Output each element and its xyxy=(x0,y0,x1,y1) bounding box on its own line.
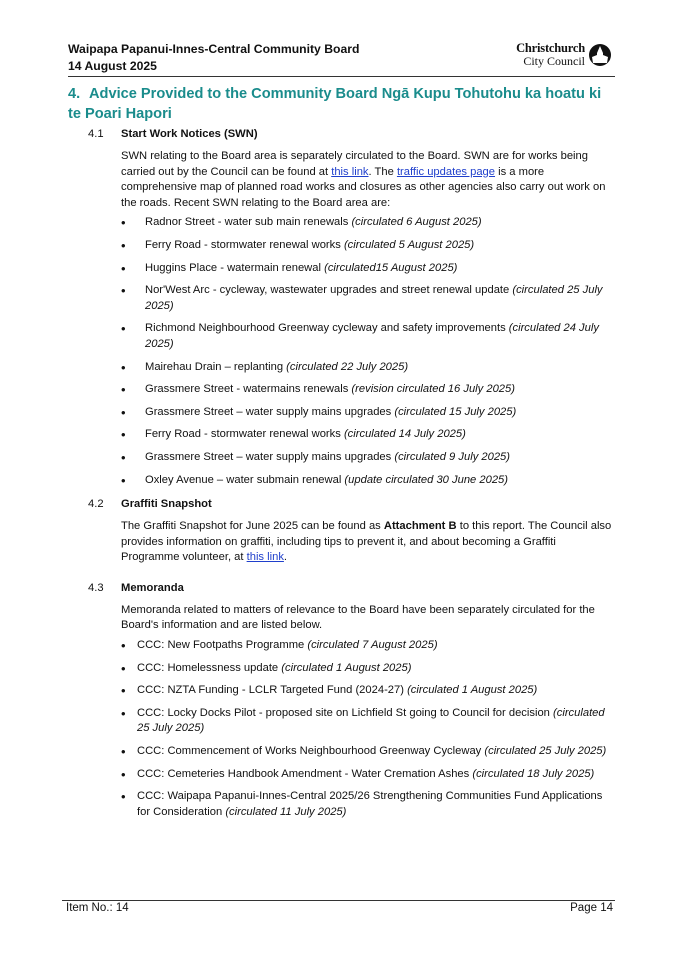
list-item: • Ferry Road - stormwater renewal works (circulated 14 July 2025) xyxy=(121,427,612,443)
list-item: • CCC: Commencement of Works Neighbourhood Greenway Cycleway (circulated 25 July 2025) xyxy=(121,744,612,760)
section-title: Advice Provided to the Community Board Ngā Kupu Tohutohu ka hoatu ki te Poari Hapori xyxy=(68,86,602,122)
subsection-heading-swn xyxy=(88,127,612,142)
subsection-heading-graffiti xyxy=(88,497,612,512)
list-item: • Mairehau Drain – replanting (circulated 22 July 2025) xyxy=(121,360,612,376)
item-number: Item No.: 14 xyxy=(66,902,129,914)
subsection-title: Graffiti Snapshot xyxy=(121,498,212,511)
list-item: • CCC: Waipapa Papanui-Innes-Central 2025/26 Strengthening Communities Fund Applications for Consideration (circulated 11 July 2025) xyxy=(121,789,612,820)
list-item: • Oxley Avenue – water submain renewal (update circulated 30 June 2025) xyxy=(121,473,612,489)
meeting-date: 14 August 2025 xyxy=(68,59,157,73)
board-name: Waipapa Papanui-Innes-Central Community Board xyxy=(68,42,360,56)
swn-paragraph: SWN relating to the Board area is separately circulated to the Board. SWN are for works being carried out by the Council can be found at this link. The traffic updates page is a more comprehensive map of planned road works and closures as other agencies also carry out work on the roads. Recent SWN relating to the Board area are: xyxy=(121,150,606,209)
subsection-title: Start Work Notices (SWN) xyxy=(121,128,258,140)
page-footer xyxy=(66,902,613,914)
list-item: • Grassmere Street – water supply mains upgrades (circulated 15 July 2025) xyxy=(121,405,612,421)
list-item: • Grassmere Street – water supply mains upgrades (circulated 9 July 2025) xyxy=(121,450,612,466)
footer-divider xyxy=(62,900,615,901)
section-heading xyxy=(68,84,613,124)
graffiti-this-link[interactable]: this link xyxy=(246,551,284,564)
memoranda-intro: Memoranda related to matters of relevance to the Board have been separately circulated for the Board's information and are listed below. xyxy=(121,603,595,632)
list-item: • Huggins Place - watermain renewal (circulated15 August 2025) xyxy=(121,261,612,277)
list-item: • CCC: Cemeteries Handbook Amendment - Water Cremation Ashes (circulated 18 July 2025) xyxy=(121,767,612,783)
council-logo xyxy=(516,42,612,68)
subsection-number: 4.1 xyxy=(88,128,104,140)
swn-list xyxy=(121,215,612,488)
subsection-title: Memoranda xyxy=(121,581,184,594)
logo-line-2: City Council xyxy=(523,54,585,68)
list-item: • Ferry Road - stormwater renewal works (circulated 5 August 2025) xyxy=(121,238,612,254)
list-item: • CCC: Homelessness update (circulated 1 August 2025) xyxy=(121,661,612,677)
list-item: • CCC: Locky Docks Pilot - proposed site on Lichfield St going to Council for decision (circulated 25 July 2025) xyxy=(121,706,612,737)
traffic-updates-link[interactable]: traffic updates page xyxy=(396,165,496,178)
list-item: • CCC: NZTA Funding - LCLR Targeted Fund (2024-27) (circulated 1 August 2025) xyxy=(121,683,612,699)
cathedral-logo-icon xyxy=(588,43,612,67)
list-item: • CCC: New Footpaths Programme (circulated 7 August 2025) xyxy=(121,638,612,654)
graffiti-paragraph: The Graffiti Snapshot for June 2025 can be found as Attachment B to this report. The Council also provides information on graffiti, including tips to prevent it, and about becoming a Graffiti Programme volunteer, at this link. xyxy=(121,520,612,564)
list-item: • Nor'West Arc - cycleway, wastewater upgrades and street renewal update (circulated 25 July 2025) xyxy=(121,283,612,314)
memoranda-list xyxy=(121,638,612,820)
document-body xyxy=(88,127,612,820)
logo-line-1: Christchurch xyxy=(516,41,585,55)
subsection-number: 4.2 xyxy=(88,498,104,511)
list-item: • Radnor Street - water sub main renewals (circulated 6 August 2025) xyxy=(121,215,612,231)
list-item: • Richmond Neighbourhood Greenway cycleway and safety improvements (circulated 24 July 2025) xyxy=(121,321,612,352)
list-item: • Grassmere Street - watermains renewals (revision circulated 16 July 2025) xyxy=(121,382,612,398)
subsection-heading-memoranda xyxy=(88,581,612,596)
swn-this-link[interactable]: this link xyxy=(331,165,369,178)
section-number: 4. xyxy=(68,86,81,102)
header-divider xyxy=(68,76,615,77)
page-number: Page 14 xyxy=(570,902,613,914)
attachment-reference: Attachment B xyxy=(383,520,457,533)
subsection-number: 4.3 xyxy=(88,581,104,594)
